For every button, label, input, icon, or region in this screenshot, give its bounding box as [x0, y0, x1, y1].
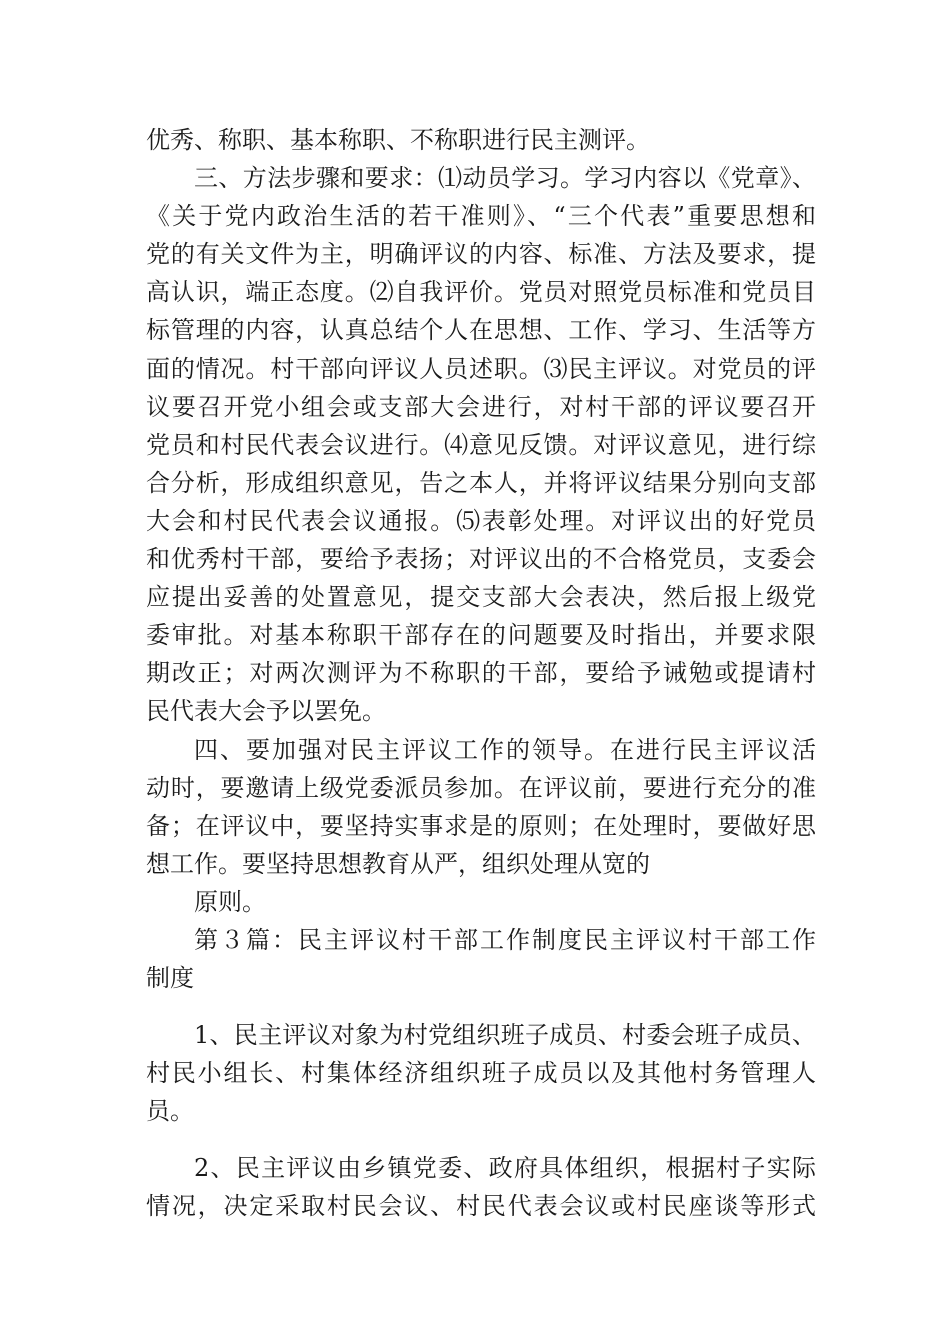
text-line: 合分析，形成组织意见，告之本人，并将评议结果分别向支部 [146, 469, 816, 497]
text-line: 和优秀村干部，要给予表扬；对评议出的不合格党员，支委会 [146, 545, 816, 573]
text-line: 备；在评议中，要坚持实事求是的原则；在处理时，要做好思 [146, 812, 816, 840]
text-line: 党员和村民代表会议进行。⑷意见反馈。对评议意见，进行综 [146, 431, 816, 459]
text-line: 大会和村民代表会议通报。⑸表彰处理。对评议出的好党员 [146, 507, 816, 535]
text-line: 四、要加强对民主评议工作的领导。在进行民主评议活 [194, 736, 816, 764]
text-line: 三、方法步骤和要求：⑴动员学习。学习内容以《党章》、 [194, 164, 816, 192]
text-line: 2、民主评议由乡镇党委、政府具体组织，根据村子实际 [194, 1154, 816, 1182]
text-line: 1、民主评议对象为村党组织班子成员、村委会班子成员、 [194, 1021, 816, 1049]
text-line: 员。 [146, 1097, 194, 1125]
heading-line: 第３篇：民主评议村干部工作制度民主评议村干部工作 [194, 926, 816, 954]
text-line: 民代表大会予以罢免。 [146, 697, 386, 725]
text-line: 原则。 [194, 888, 266, 916]
text-line: 村民小组长、村集体经济组织班子成员以及其他村务管理人 [146, 1059, 816, 1087]
text-line: 党的有关文件为主，明确评议的内容、标准、方法及要求，提 [146, 240, 816, 268]
text-line: 议要召开党小组会或支部大会进行，对村干部的评议要召开 [146, 393, 816, 421]
text-line: 委审批。对基本称职干部存在的问题要及时指出，并要求限 [146, 621, 816, 649]
text-line: 标管理的内容，认真总结个人在思想、工作、学习、生活等方 [146, 316, 816, 344]
text-line: 期改正；对两次测评为不称职的干部，要给予诫勉或提请村 [146, 659, 816, 687]
text-line: 《关于党内政治生活的若干准则》、“三个代表”重要思想和 [146, 202, 816, 230]
text-line: 情况，决定采取村民会议、村民代表会议或村民座谈等形式 [146, 1192, 816, 1220]
text-line: 优秀、称职、基本称职、不称职进行民主测评。 [146, 126, 650, 154]
text-line: 高认识，端正态度。⑵自我评价。党员对照党员标准和党员目 [146, 278, 816, 306]
heading-line: 制度 [146, 964, 194, 992]
text-line: 想工作。要坚持思想教育从严，组织处理从宽的 [146, 850, 650, 878]
text-line: 应提出妥善的处置意见，提交支部大会表决，然后报上级党 [146, 583, 816, 611]
text-line: 面的情况。村干部向评议人员述职。⑶民主评议。对党员的评 [146, 355, 816, 383]
text-line: 动时，要邀请上级党委派员参加。在评议前，要进行充分的准 [146, 774, 816, 802]
